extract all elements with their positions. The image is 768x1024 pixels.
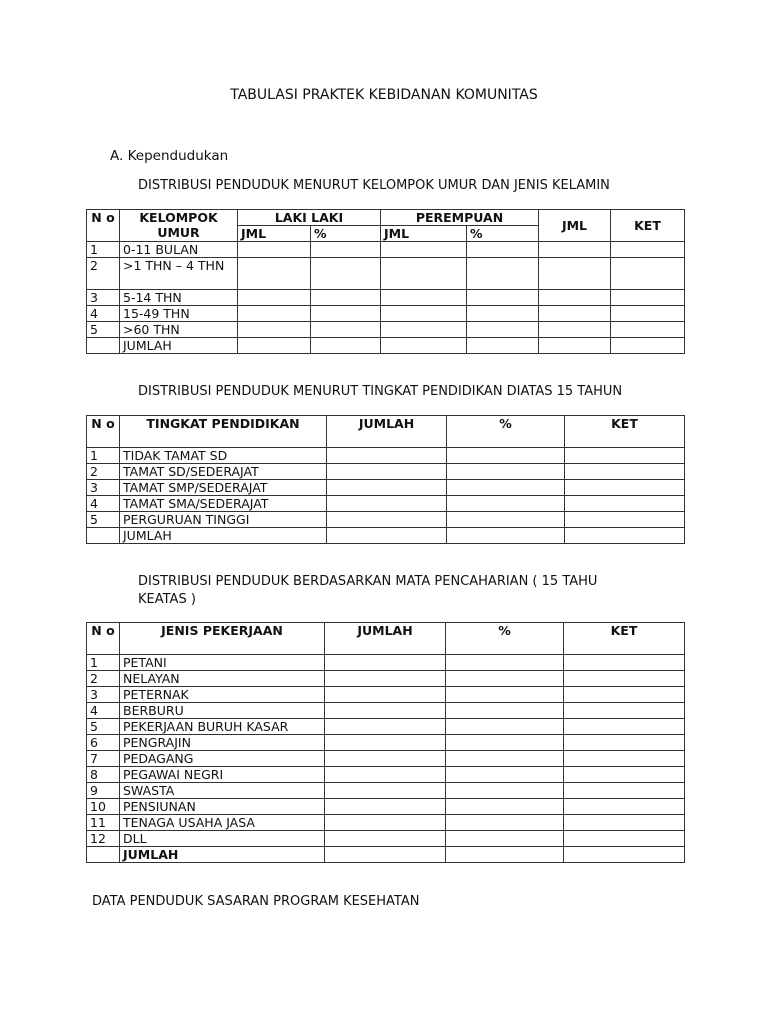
row-no: 11	[87, 815, 120, 831]
table-row	[87, 290, 685, 306]
col-header-tingkat-pendidikan: TINGKAT PENDIDIKAN	[120, 416, 327, 448]
row-no: 3	[87, 480, 120, 496]
row-label: TAMAT SMP/SEDERAJAT	[120, 480, 327, 496]
table-age-gender	[86, 209, 685, 354]
table3-caption-line1: DISTRIBUSI PENDUDUK BERDASARKAN MATA PENCAHARIAN ( 15 TAHU	[138, 574, 598, 589]
row-no: 4	[87, 306, 120, 322]
col-header-pct: %	[447, 416, 565, 448]
row-label: PETERNAK	[120, 687, 325, 703]
row-label: TAMAT SD/SEDERAJAT	[120, 464, 327, 480]
table-row	[87, 496, 685, 512]
row-no: 1	[87, 448, 120, 464]
row-label: >60 THN	[120, 322, 238, 338]
row-no: 4	[87, 703, 120, 719]
col-header-pct: %	[446, 623, 564, 655]
row-label: PEKERJAAN BURUH KASAR	[120, 719, 325, 735]
table-row	[87, 448, 685, 464]
col-header-jumlah: JUMLAH	[325, 623, 446, 655]
row-no: 5	[87, 719, 120, 735]
table-row-total	[87, 528, 685, 544]
table-row-total	[87, 847, 685, 863]
table-row	[87, 831, 685, 847]
col-header-kelompok-umur: KELOMPOK UMUR	[120, 210, 238, 242]
row-label: PETANI	[120, 655, 325, 671]
row-label: PENGRAJIN	[120, 735, 325, 751]
table-row	[87, 751, 685, 767]
col-header-perempuan-jml: JML	[381, 226, 467, 242]
table-row	[87, 464, 685, 480]
col-header-jumlah: JUMLAH	[327, 416, 447, 448]
row-label: >1 THN – 4 THN	[120, 258, 238, 290]
row-no: 9	[87, 783, 120, 799]
col-header-laki-laki: LAKI LAKI	[238, 210, 381, 226]
row-label: TIDAK TAMAT SD	[120, 448, 327, 464]
table-row	[87, 783, 685, 799]
table-row	[87, 735, 685, 751]
table-row	[87, 322, 685, 338]
row-no: 10	[87, 799, 120, 815]
table1-caption: DISTRIBUSI PENDUDUK MENURUT KELOMPOK UMUR DAN JENIS KELAMIN	[138, 178, 610, 193]
row-no: 5	[87, 512, 120, 528]
table-row	[87, 767, 685, 783]
table-row	[87, 655, 685, 671]
footer-heading: DATA PENDUDUK SASARAN PROGRAM KESEHATAN	[92, 894, 420, 909]
row-no	[87, 528, 120, 544]
row-label: JUMLAH	[120, 338, 238, 354]
table-row	[87, 671, 685, 687]
row-label: JUMLAH	[120, 847, 325, 863]
row-no	[87, 847, 120, 863]
row-no: 3	[87, 687, 120, 703]
table-row	[87, 719, 685, 735]
row-label: NELAYAN	[120, 671, 325, 687]
section-heading-kependudukan: A. Kependudukan	[110, 148, 229, 164]
row-label: PEDAGANG	[120, 751, 325, 767]
table-row	[87, 242, 685, 258]
table3-caption-line2: KEATAS )	[138, 592, 196, 607]
row-label: TENAGA USAHA JASA	[120, 815, 325, 831]
row-no: 2	[87, 671, 120, 687]
table-row	[87, 512, 685, 528]
row-no: 5	[87, 322, 120, 338]
row-no: 4	[87, 496, 120, 512]
row-label: BERBURU	[120, 703, 325, 719]
table-row	[87, 815, 685, 831]
col-header-perempuan: PEREMPUAN	[381, 210, 539, 226]
table2-caption: DISTRIBUSI PENDUDUK MENURUT TINGKAT PENDIDIKAN DIATAS 15 TAHUN	[138, 384, 623, 399]
col-header-no: N o	[87, 210, 120, 242]
table-row	[87, 258, 685, 290]
row-no: 7	[87, 751, 120, 767]
row-no: 12	[87, 831, 120, 847]
col-header-ket: KET	[564, 623, 685, 655]
row-label: 15-49 THN	[120, 306, 238, 322]
row-no: 8	[87, 767, 120, 783]
row-label: 5-14 THN	[120, 290, 238, 306]
row-no	[87, 338, 120, 354]
row-label: 0-11 BULAN	[120, 242, 238, 258]
document-title: TABULASI PRAKTEK KEBIDANAN KOMUNITAS	[230, 87, 538, 103]
table-row	[87, 799, 685, 815]
row-no: 2	[87, 464, 120, 480]
row-no: 3	[87, 290, 120, 306]
row-no: 1	[87, 655, 120, 671]
col-header-perempuan-pct: %	[467, 226, 539, 242]
table-occupation	[86, 622, 685, 863]
col-header-laki-jml: JML	[238, 226, 311, 242]
col-header-jenis-pekerjaan: JENIS PEKERJAAN	[120, 623, 325, 655]
col-header-no: N o	[87, 416, 120, 448]
row-no: 6	[87, 735, 120, 751]
col-header-ket: KET	[611, 210, 685, 242]
row-label: PEGAWAI NEGRI	[120, 767, 325, 783]
row-no: 2	[87, 258, 120, 290]
col-header-no: N o	[87, 623, 120, 655]
row-label: SWASTA	[120, 783, 325, 799]
col-header-ket: KET	[565, 416, 685, 448]
row-label: PERGURUAN TINGGI	[120, 512, 327, 528]
table-row	[87, 480, 685, 496]
table-row	[87, 306, 685, 322]
table-row	[87, 687, 685, 703]
row-label: DLL	[120, 831, 325, 847]
row-no: 1	[87, 242, 120, 258]
row-label: TAMAT SMA/SEDERAJAT	[120, 496, 327, 512]
table-row-total	[87, 338, 685, 354]
col-header-jml-total: JML	[539, 210, 611, 242]
table-row	[87, 703, 685, 719]
row-label: JUMLAH	[120, 528, 327, 544]
table-education	[86, 415, 685, 544]
row-label: PENSIUNAN	[120, 799, 325, 815]
col-header-laki-pct: %	[311, 226, 381, 242]
